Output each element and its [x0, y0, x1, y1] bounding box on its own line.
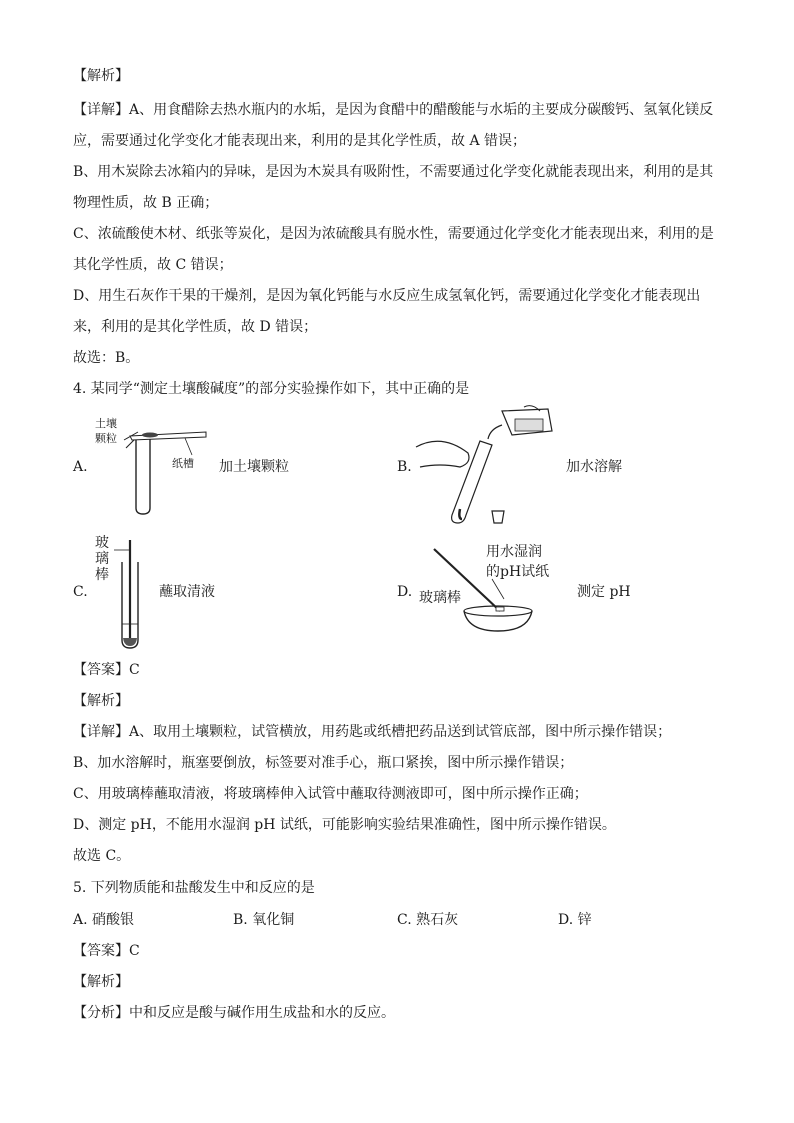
option-letter: B. — [397, 459, 412, 475]
label-ph-paper: 的pH试纸 — [486, 564, 550, 580]
bottle-label — [515, 419, 543, 431]
option-caption: 加土壤颗粒 — [219, 459, 289, 475]
detail-line: 【详解】A、用食醋除去热水瓶内的水垢，是因为食醋中的醋酸能与水垢的主要成分碳酸钙、氢氧化镁反 — [73, 102, 714, 118]
bottle-neck — [488, 425, 502, 439]
ph-paper — [496, 607, 504, 611]
option-d: D. 锌 — [558, 912, 592, 928]
label-grain: 颗粒 — [95, 432, 117, 445]
answer: 【答案】C — [73, 943, 140, 959]
figure-measure-ph — [430, 545, 540, 639]
option-b: B. 氧化铜 — [233, 912, 295, 928]
leader-line — [185, 438, 192, 455]
option-caption: 加水溶解 — [566, 459, 622, 475]
question-stem: 5. 下列物质能和盐酸发生中和反应的是 — [73, 880, 315, 896]
question-stem: 4. 某同学“测定土壤酸碱度”的部分实验操作如下，其中正确的是 — [73, 381, 470, 397]
tube-with-rod-illustration — [110, 538, 160, 656]
label-glass-rod: 玻璃棒 — [419, 590, 461, 606]
sediment — [123, 638, 137, 646]
label-trough: 纸槽 — [172, 457, 194, 470]
conclusion: 故选：B。 — [73, 350, 140, 366]
figure-add-soil — [110, 420, 210, 524]
detail-line: D、测定 pH，不能用水湿润 pH 试纸，可能影响实验结果准确性，图中所示操作错误。 — [73, 817, 616, 833]
test-tube-illustration — [110, 420, 210, 520]
label-rod: 棒 — [95, 567, 109, 583]
detail-line: B、加水溶解时，瓶塞要倒放，标签要对准手心，瓶口紧挨，图中所示操作错误； — [73, 755, 574, 771]
figure-dip-liquid — [110, 538, 160, 660]
label-ph-paper: 用水湿润 — [486, 544, 542, 560]
detail-line: C、浓硫酸使木材、纸张等炭化，是因为浓硫酸具有脱水性，需要通过化学变化才能表现出来，利用的是 — [73, 226, 714, 242]
analysis-tag: 【解析】 — [73, 974, 129, 990]
analysis-tag: 【解析】 — [73, 68, 129, 84]
test-tube — [136, 438, 150, 514]
detail-line: 【详解】A、取用土壤颗粒，试管横放，用药匙或纸槽把药品送到试管底部，图中所示操作错误； — [73, 724, 672, 740]
ph-test-illustration — [430, 545, 540, 635]
figure-add-water — [412, 405, 562, 531]
bottle-stopper — [492, 511, 504, 523]
paper-trough — [130, 432, 206, 440]
leader-line — [492, 579, 504, 599]
option-caption: 测定 pH — [577, 584, 631, 600]
detail-line: C、用玻璃棒蘸取清液，将玻璃棒伸入试管中蘸取待测液即可，图中所示操作正确； — [73, 786, 588, 802]
analysis-tag: 【解析】 — [73, 693, 129, 709]
detail-line: 应，需要通过化学变化才能表现出来，利用的是其化学性质，故 A 错误； — [73, 133, 527, 149]
answer: 【答案】C — [73, 662, 140, 678]
detail-line: B、用木炭除去冰箱内的异味，是因为木炭具有吸附性，不需要通过化学变化就能表现出来，利用的是其 — [73, 164, 714, 180]
option-letter: C. — [73, 584, 88, 600]
label-rod: 璃 — [95, 551, 109, 567]
option-caption: 蘸取清液 — [159, 584, 215, 600]
soil-grains — [142, 433, 158, 438]
detail-line: D、用生石灰作干果的干燥剂，是因为氧化钙能与水反应生成氢氧化钙，需要通过化学变化才能表现出 — [73, 288, 701, 304]
analysis-line: 【分析】中和反应是酸与碱作用生成盐和水的反应。 — [73, 1005, 395, 1021]
option-letter: A. — [73, 459, 88, 475]
option-c: C. 熟石灰 — [397, 912, 459, 928]
detail-line: 物理性质，故 B 正确； — [73, 195, 219, 211]
conclusion: 故选 C。 — [73, 848, 131, 864]
pouring-illustration — [412, 405, 562, 527]
glass-rod — [434, 549, 500, 611]
detail-line: 来，利用的是其化学性质，故 D 错误； — [73, 319, 318, 335]
option-letter: D. — [397, 584, 413, 600]
label-soil: 土壤 — [95, 417, 117, 430]
option-a: A. 硝酸银 — [73, 912, 135, 928]
label-rod: 玻 — [95, 535, 109, 551]
hand-holding-tube — [416, 441, 469, 467]
detail-line: 其化学性质，故 C 错误； — [73, 257, 233, 273]
test-tube — [452, 441, 492, 523]
